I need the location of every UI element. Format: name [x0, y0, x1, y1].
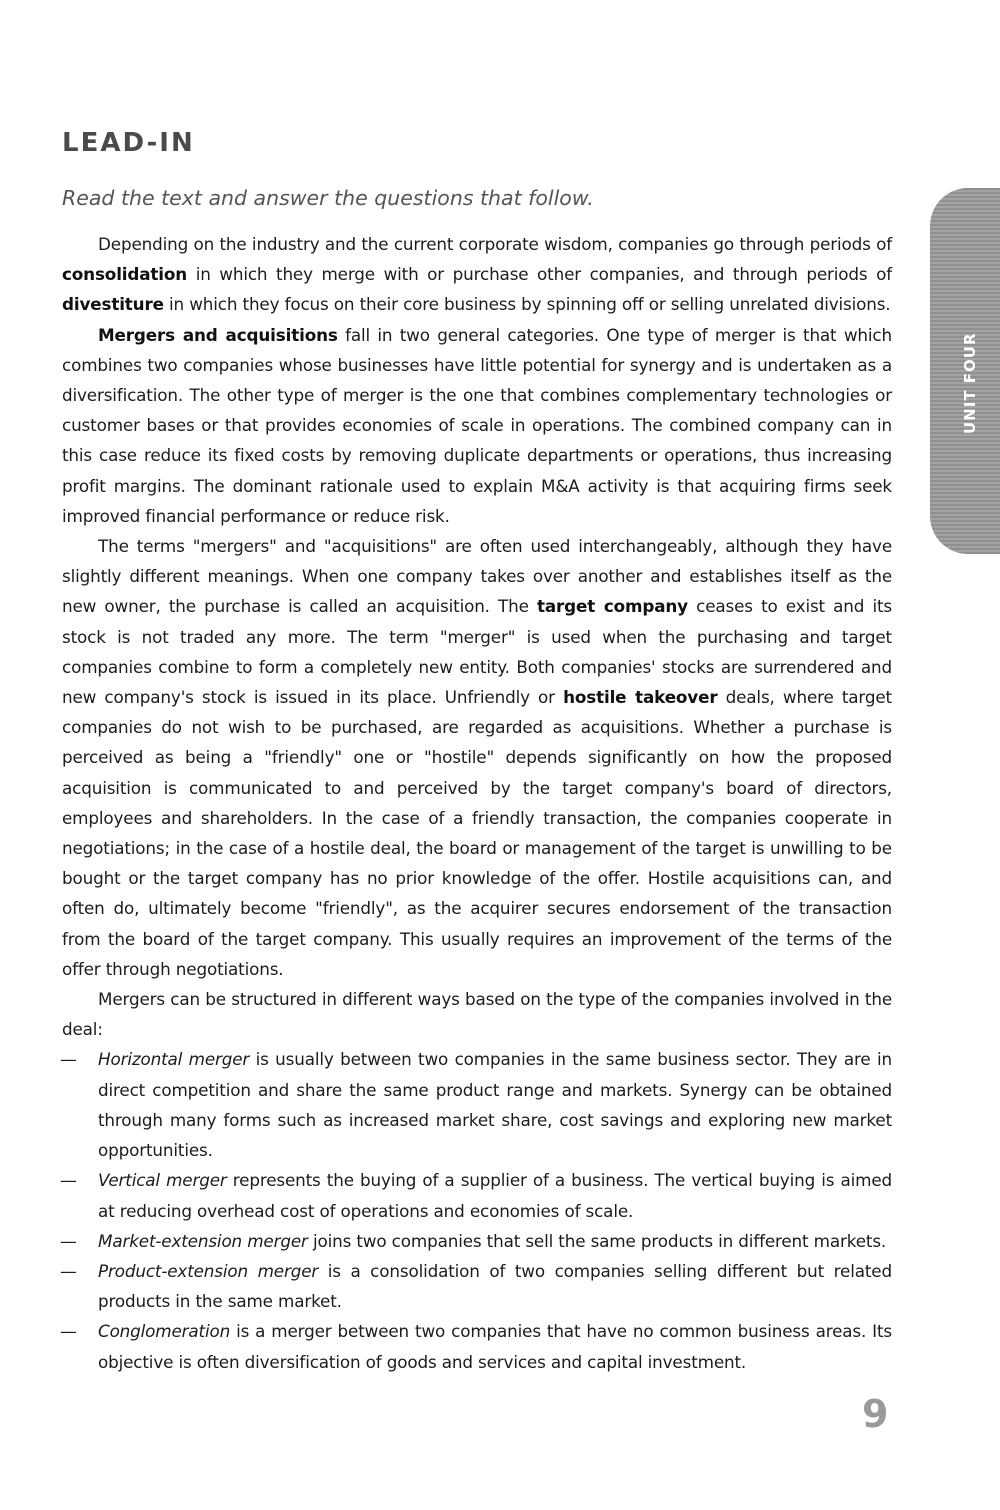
dash-marker: —	[60, 1321, 77, 1342]
term-consolidation: consolidation	[62, 264, 188, 285]
merger-type-term: Vertical merger	[98, 1170, 227, 1191]
paragraph-3: The terms "mergers" and "acquisitions" are often used interchangeably, although they have slightly different meanings. When one company takes over another and establishes itself as the new owner, the purchase is called an acquisition. The target company ceases to exist and its stock is not traded any more. The term "merger" is used when the purchasing and target companies combine to form a completely new entity. Both companies' stocks are surrendered and new company's stock is issued in its place. Unfriendly or hostile takeover deals, where target companies do not wish to be purchased, are regarded as acquisitions. Whether a purchase is perceived as being a "friendly" one or "hostile" depends significantly on how the proposed acquisition is communicated to and perceived by the target company's board of directors, employees and shareholders. In the case of a friendly transaction, the companies cooperate in negotiations; in the case of a hostile deal, the board or management of the target is unwilling to be bought or the target company has no prior knowledge of the offer. Hostile acquisitions can, and often do, ultimately become "friendly", as the acquirer secures endorsement of the transaction from the board of the target company. This usually requires an improvement of the terms of the offer through negotiations.	[62, 536, 893, 979]
paragraph-1: Depending on the industry and the current corporate wisdom, companies go through periods of consolidation in which they merge with or purchase other companies, and through periods of divestiture in which they focus on their core business by spinning off or selling unrelated divisions.	[62, 234, 892, 315]
dash-marker: —	[60, 1230, 77, 1251]
merger-type-term: Product-extension merger	[98, 1260, 319, 1281]
dash-marker: —	[60, 1049, 77, 1070]
dash-marker: —	[60, 1260, 77, 1281]
list-item: — Horizontal merger is usually between two companies in the same business sector. They are in direct competition and share the same product range and markets. Synergy can be obtained through many forms such as increased market share, cost savings and exploring new market opportunities.	[62, 1044, 892, 1165]
dash-marker: —	[60, 1170, 77, 1191]
reading-text	[62, 229, 892, 1377]
list-item: — Market-extension merger joins two companies that sell the same products in different markets.	[62, 1226, 892, 1256]
merger-types-list	[62, 1044, 892, 1376]
term-hostile-takeover: hostile takeover	[563, 687, 718, 708]
term-divestiture: divestiture	[62, 294, 164, 315]
paragraph-4: Mergers can be structured in different ways based on the type of the companies involved in the deal:	[62, 989, 892, 1040]
page-number: 9	[862, 1392, 889, 1436]
term-mergers-and-acquisitions: Mergers and acquisitions	[98, 324, 338, 345]
merger-type-term: Horizontal merger	[98, 1049, 250, 1070]
section-heading: LEAD-IN	[62, 128, 195, 158]
merger-type-term: Market-extension merger	[98, 1230, 308, 1251]
list-item: — Product-extension merger is a consolidation of two companies selling different but related products in the same market.	[62, 1256, 892, 1316]
term-target-company: target company	[537, 596, 688, 617]
paragraph-2: Mergers and acquisitions fall in two general categories. One type of merger is that which combines two companies whose businesses have little potential for synergy and is undertaken as a diversification. The other type of merger is the one that combines complementary technologies or customer bases or that provides economies of scale in operations. The combined company can in this case reduce its fixed costs by removing duplicate departments or operations, thus increasing profit margins. The dominant rationale used to explain M&A activity is that acquiring firms seek improved financial performance or reduce risk.	[62, 324, 892, 526]
merger-type-term: Conglomeration	[98, 1321, 231, 1342]
list-item: — Conglomeration is a merger between two companies that have no common business areas. Its objective is often diversification of goods and services and capital investment.	[62, 1316, 892, 1376]
instruction-text: Read the text and answer the questions that follow.	[62, 186, 594, 210]
unit-label: UNIT FOUR	[961, 332, 979, 434]
list-item: — Vertical merger represents the buying of a supplier of a business. The vertical buying is aimed at reducing overhead cost of operations and economies of scale.	[62, 1165, 892, 1225]
